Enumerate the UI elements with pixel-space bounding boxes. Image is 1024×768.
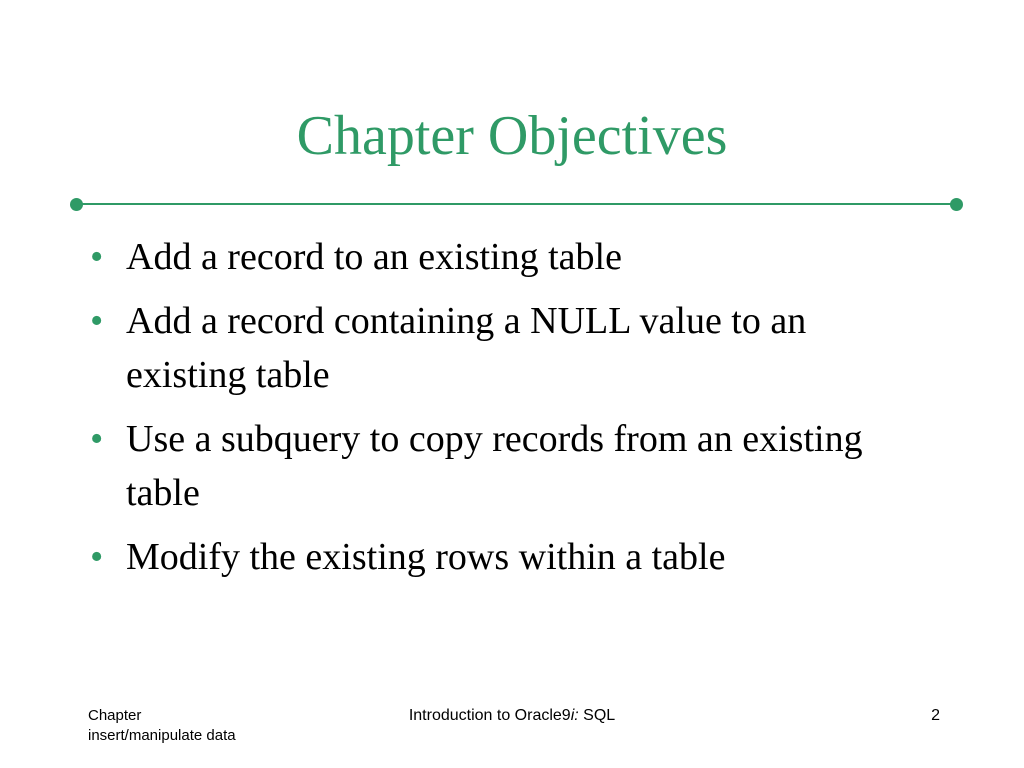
footer-course-italic: i: [570,707,579,724]
bullet-text: Add a record containing a NULL value to an existing table [126,300,807,396]
bullet-text: Add a record to an existing table [126,236,622,278]
bullet-item [80,294,920,402]
footer-course-suffix: SQL [578,707,616,724]
bullet-icon: • [90,236,104,278]
bullet-item [80,412,920,520]
title-divider-line [76,203,956,205]
bullet-item [80,530,920,584]
footer-course-title [312,706,712,726]
bullet-text: Modify the existing rows within a table [126,536,726,578]
bullet-item [80,230,920,284]
footer-course-prefix: Introduction to Oracle9 [408,707,571,724]
footer-chapter-label [88,706,328,746]
bullet-list [80,230,920,594]
bullet-icon: • [90,536,104,578]
slide-title: Chapter Objectives [296,105,728,167]
footer-chapter-line2: insert/manipulate data [88,727,236,744]
page-number: 2 [931,707,940,724]
bullet-icon: • [90,300,104,342]
bullet-text: Use a subquery to copy records from an existing table [126,418,863,514]
bullet-icon: • [90,418,104,460]
footer-chapter-line1: Chapter [88,707,142,724]
divider-right-dot-icon [950,198,963,211]
divider-left-dot-icon [70,198,83,211]
